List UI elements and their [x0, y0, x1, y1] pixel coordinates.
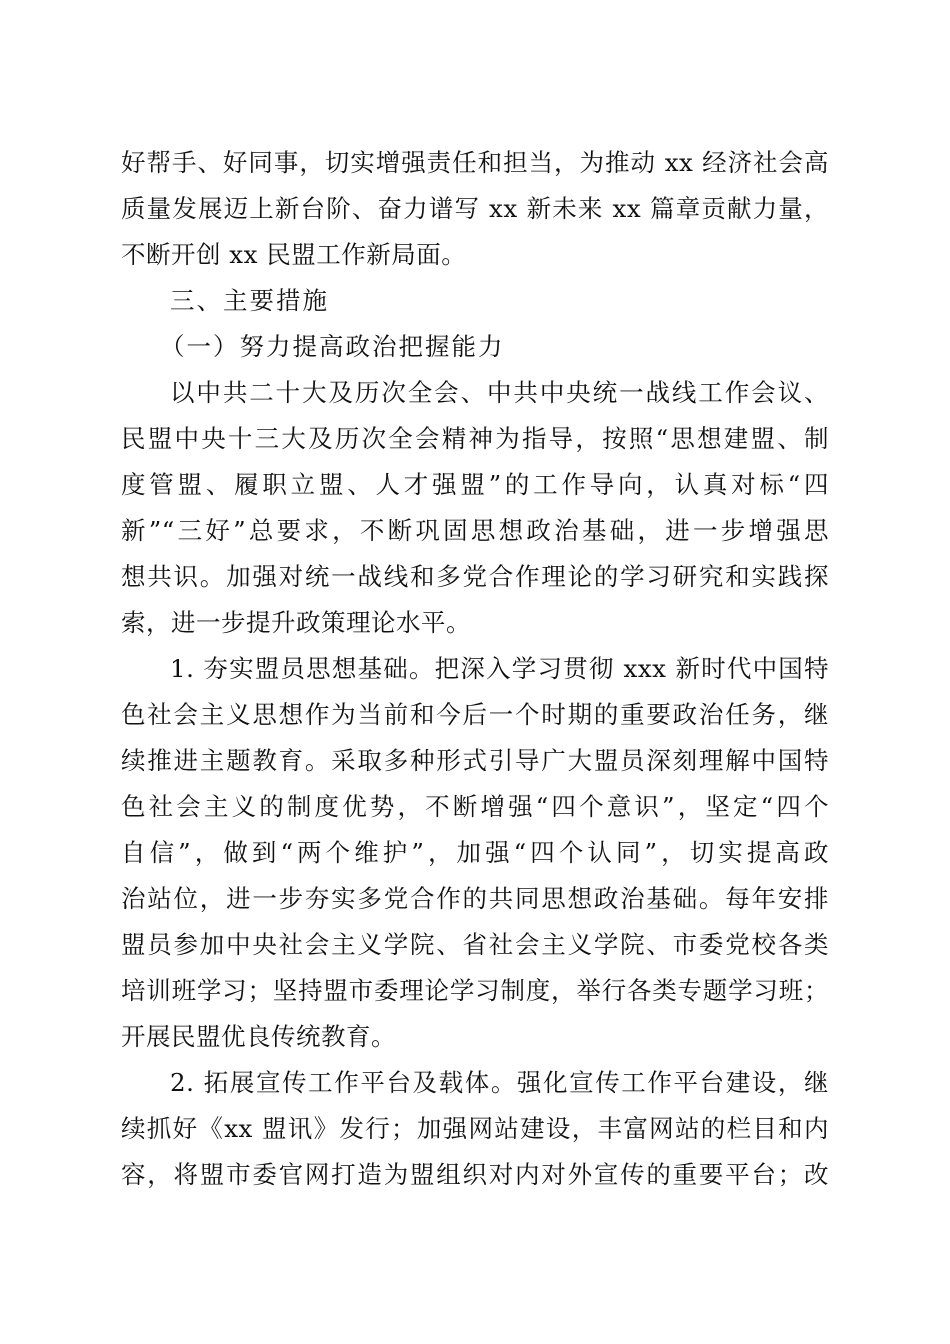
- subsection-heading: （一）努力提高政治把握能力: [160, 332, 505, 361]
- intro-line-2: 质量发展迈上新台阶、奋力谱写 xx 新未来 xx 篇章贡献力量，: [121, 194, 829, 223]
- item2-line-1: 2. 拓展宣传工作平台及载体。强化宣传工作平台建设，继: [170, 1068, 829, 1097]
- item1-line-1: 1. 夯实盟员思想基础。把深入学习贯彻 xxx 新时代中国特: [170, 654, 829, 683]
- item2-line-3: 容，将盟市委官网打造为盟组织对内对外宣传的重要平台；改: [121, 1160, 829, 1189]
- item1-line-2: 色社会主义思想作为当前和今后一个时期的重要政治任务，继: [121, 700, 829, 729]
- item1-line-3: 续推进主题教育。采取多种形式引导广大盟员深刻理解中国特: [121, 746, 829, 775]
- item1-line-7: 盟员参加中央社会主义学院、省社会主义学院、市委党校各类: [121, 930, 829, 959]
- item2-line-2: 续抓好《xx 盟讯》发行；加强网站建设，丰富网站的栏目和内: [121, 1114, 829, 1143]
- overview-line-4: 新”“三好”总要求，不断巩固思想政治基础，进一步增强思: [121, 516, 829, 545]
- overview-line-2: 民盟中央十三大及历次全会精神为指导，按照“思想建盟、制: [121, 424, 829, 453]
- item1-line-4: 色社会主义的制度优势，不断增强“四个意识”，坚定“四个: [121, 792, 829, 821]
- item1-line-5: 自信”，做到“两个维护”，加强“四个认同”，切实提高政: [121, 838, 829, 867]
- intro-line-3: 不断开创 xx 民盟工作新局面。: [121, 240, 467, 269]
- overview-line-3: 度管盟、履职立盟、人才强盟”的工作导向，认真对标“四: [121, 470, 829, 499]
- item1-line-9: 开展民盟优良传统教育。: [121, 1022, 396, 1051]
- overview-line-6: 索，进一步提升政策理论水平。: [121, 608, 471, 637]
- overview-line-1: 以中共二十大及历次全会、中共中央统一战线工作会议、: [170, 378, 829, 407]
- intro-line-1: 好帮手、好同事，切实增强责任和担当，为推动 xx 经济社会高: [121, 148, 829, 177]
- section-heading: 三、主要措施: [170, 286, 329, 315]
- overview-line-5: 想共识。加强对统一战线和多党合作理论的学习研究和实践探: [121, 562, 829, 591]
- item1-line-6: 治站位，进一步夯实多党合作的共同思想政治基础。每年安排: [121, 884, 829, 913]
- item1-line-8: 培训班学习；坚持盟市委理论学习制度，举行各类专题学习班；: [121, 976, 829, 1005]
